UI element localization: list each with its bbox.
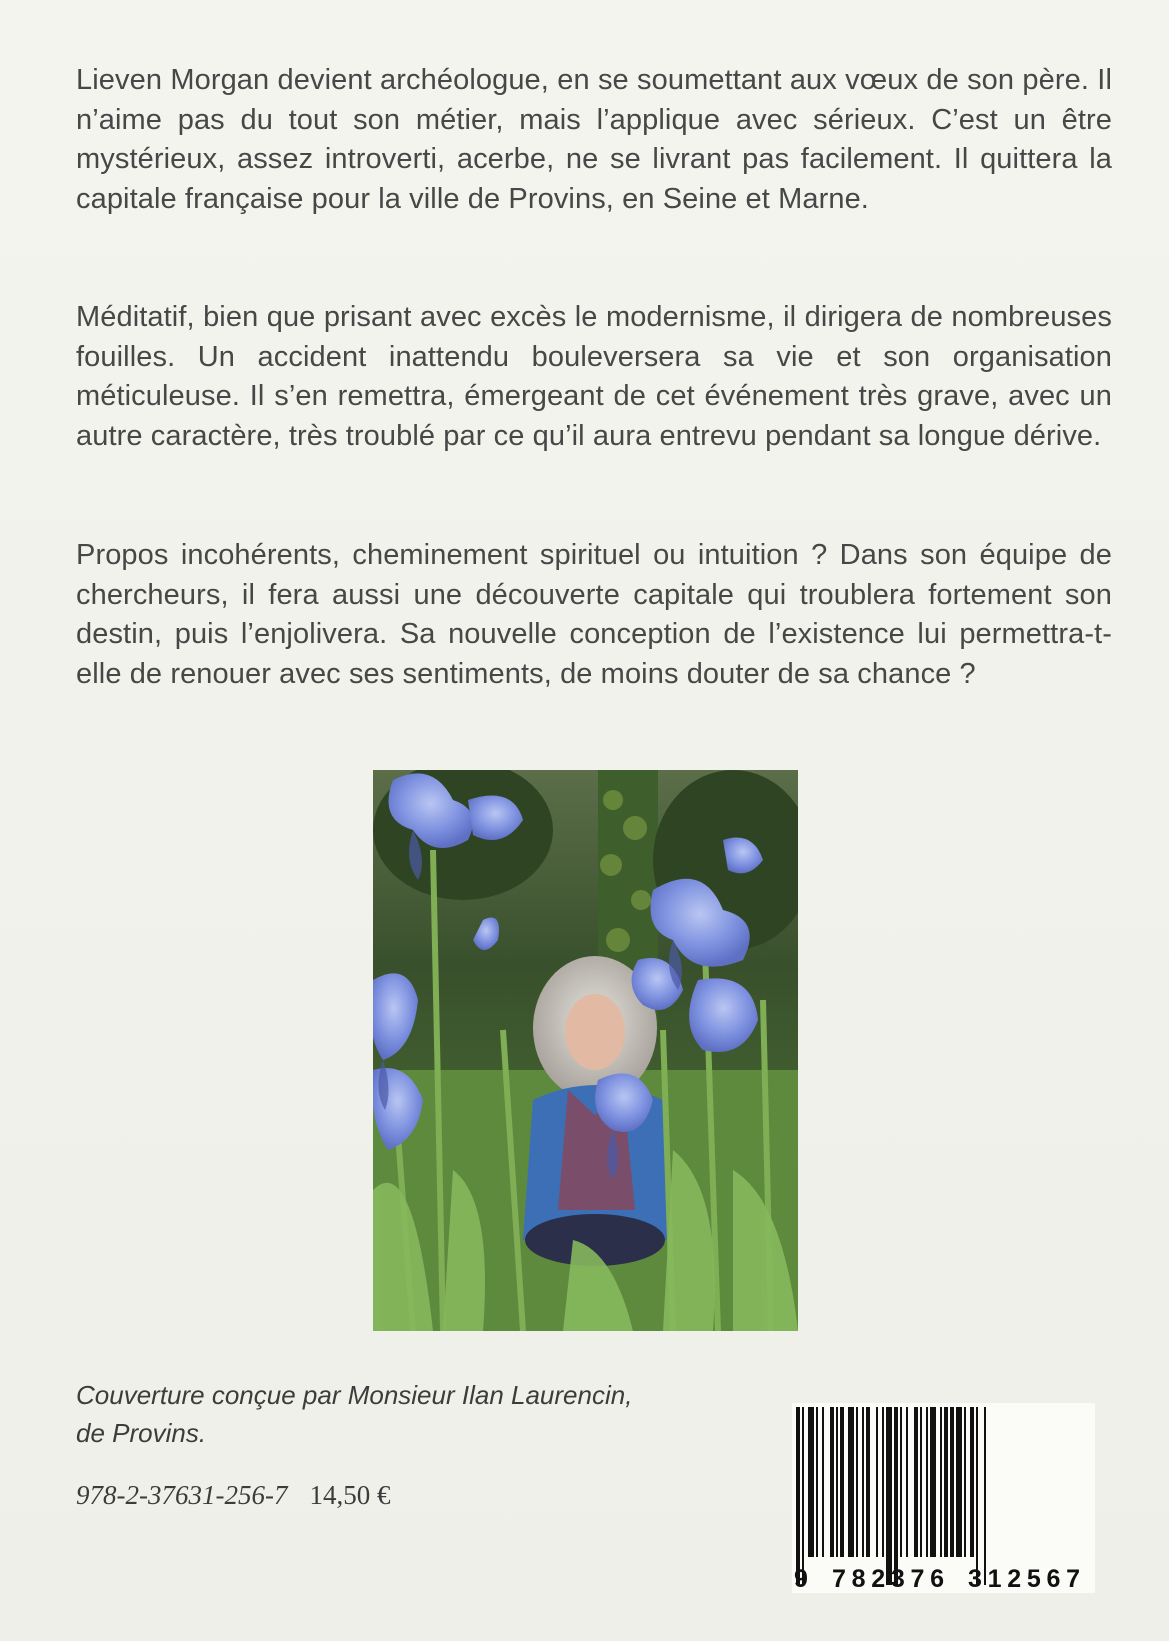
author-photo — [373, 770, 798, 1331]
barcode-bar — [862, 1407, 864, 1557]
barcode-bar — [926, 1407, 928, 1557]
barcode-bar — [882, 1407, 884, 1557]
barcode — [792, 1403, 1095, 1593]
barcode-digits-right: 312567 — [968, 1565, 1080, 1593]
isbn-number: 978-2-37631-256-7 — [76, 1480, 288, 1510]
price: 14,50 € — [309, 1480, 391, 1510]
barcode-digit-first: 9 — [794, 1565, 808, 1593]
barcode-bar — [856, 1407, 858, 1557]
barcode-bar — [984, 1407, 986, 1585]
barcode-bar — [816, 1407, 818, 1557]
barcode-bar — [876, 1407, 878, 1557]
barcode-bars — [792, 1403, 1095, 1593]
summary-paragraph-3: Propos incohérents, cheminement spirituel ou intuition ? Dans son équipe de chercheurs, il fera aussi une découverte capitale qui troublera fortement son destin, puis l’enjolivera. Sa nouvelle conception de l’existence lui permettra-t-elle de renouer avec ses sentiments, de moins douter de sa chance ? — [76, 539, 1112, 690]
barcode-bar — [808, 1407, 814, 1557]
barcode-bar — [796, 1407, 800, 1585]
barcode-bar — [894, 1407, 898, 1585]
barcode-bar — [964, 1407, 966, 1557]
barcode-bar — [906, 1407, 908, 1557]
author-photo-illustration — [373, 770, 798, 1331]
credit-line-1: Couverture conçue par Monsieur Ilan Laurencin, — [76, 1380, 633, 1410]
cover-credit — [76, 1376, 776, 1452]
barcode-bar — [830, 1407, 834, 1557]
barcode-bar — [836, 1407, 838, 1557]
barcode-bar — [940, 1407, 942, 1557]
summary-paragraph-1: Lieven Morgan devient archéologue, en se soumettant aux vœux de son père. Il n’aime pas du tout son métier, mais l’applique avec sérieux. C’est un être mystérieux, assez introverti, acerbe, ne se livrant pas facilement. Il quittera la capitale française pour la ville de Provins, en Seine et Marne. — [76, 64, 1112, 215]
barcode-bar — [900, 1407, 902, 1557]
summary-paragraph-2: Méditatif, bien que prisant avec excès le modernisme, il dirigera de nombreuses fouilles. Un accident inattendu bouleversera sa vie et son organisation méticuleuse. Il s’en remettra, émergeant de cet événement très grave, avec un autre caractère, très troublé par ce qu’il aura entrevu pendant sa longue dérive. — [76, 301, 1112, 452]
barcode-bar — [930, 1407, 936, 1557]
barcode-bar — [840, 1407, 844, 1557]
barcode-bar — [956, 1407, 962, 1557]
barcode-bar — [950, 1407, 954, 1557]
barcode-bar — [848, 1407, 854, 1557]
barcode-bar — [802, 1407, 804, 1585]
barcode-bar — [970, 1407, 974, 1557]
isbn-price-line — [76, 1480, 390, 1511]
barcode-bar — [920, 1407, 922, 1557]
barcode-digits-left: 782376 — [832, 1565, 944, 1593]
barcode-bar — [866, 1407, 870, 1557]
barcode-bar — [914, 1407, 918, 1557]
barcode-bar — [822, 1407, 824, 1557]
credit-line-2: de Provins. — [76, 1418, 207, 1448]
barcode-bar — [886, 1407, 892, 1585]
barcode-bar — [944, 1407, 948, 1557]
barcode-bar — [976, 1407, 978, 1585]
